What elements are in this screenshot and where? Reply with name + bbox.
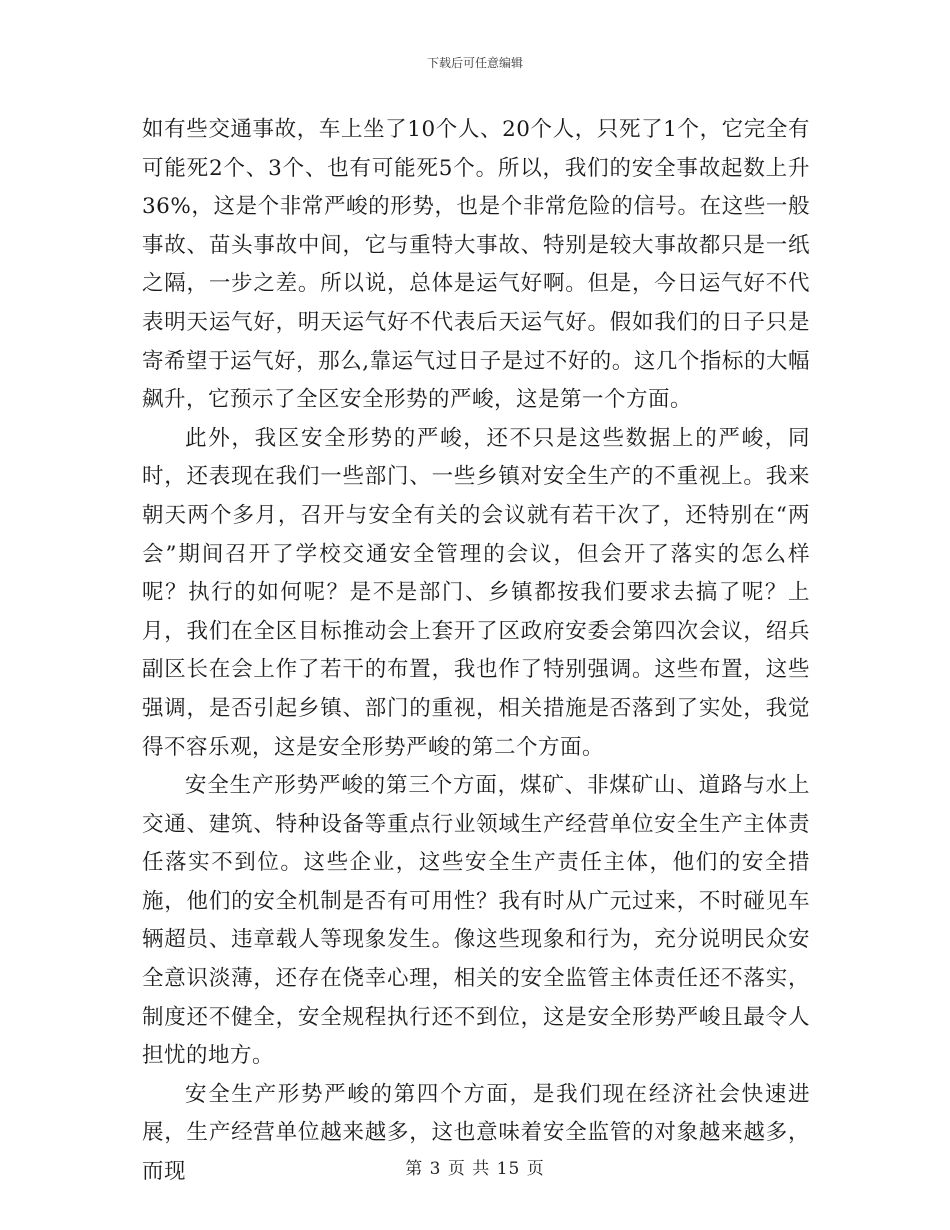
footer-label-page: 第 bbox=[405, 1159, 424, 1179]
document-body bbox=[142, 111, 810, 1192]
footer-current-page: 3 bbox=[429, 1159, 442, 1179]
page-footer bbox=[0, 1154, 950, 1179]
footer-label-page-unit: 页 bbox=[447, 1159, 466, 1179]
footer-total-pages: 15 bbox=[496, 1159, 521, 1179]
paragraph-1: 如有些交通事故，车上坐了10个人、20个人，只死了1个，它完全有可能死2个、3个、也有可能死5个。所以，我们的安全事故起数上升36%，这是个非常严峻的形势，也是个非常危险的信号。在这些一般事故、苗头事故中间，它与重特大事故、特别是较大事故都只是一纸之隔，一步之差。所以说，总体是运气好啊。但是，今日运气好不代表明天运气好，明天运气好不代表后天运气好。假如我们的日子只是寄希望于运气好，那么,靠运气过日子是过不好的。这几个指标的大幅飙升，它预示了全区安全形势的严峻，这是第一个方面。 bbox=[142, 117, 810, 413]
footer-label-total-unit: 页 bbox=[526, 1159, 545, 1179]
paragraph-4: 安全生产形势严峻的第四个方面，是我们现在经济社会快速进展，生产经营单位越来越多，这也意味着安全监管的对象越来越多，而现 bbox=[142, 1081, 810, 1185]
paragraph-3: 安全生产形势严峻的第三个方面，煤矿、非煤矿山、道路与水上交通、建筑、特种设备等重点行业领域生产经营单位安全生产主体责任落实不到位。这些企业，这些安全生产责任主体，他们的安全措施，他们的安全机制是否有可用性？我有时从广元过来，不时碰见车辆超员、违章载人等现象发生。像这些现象和行为，充分说明民众安全意识淡薄，还存在侥幸心理，相关的安全监管主体责任还不落实，制度还不健全，安全规程执行还不到位，这是安全形势严峻且最令人担忧的地方。 bbox=[142, 773, 810, 1069]
paragraph-2: 此外，我区安全形势的严峻，还不只是这些数据上的严峻，同时，还表现在我们一些部门、一些乡镇对安全生产的不重视上。我来朝天两个多月，召开与安全有关的会议就有若干次了，还特别在“两会”期间召开了学校交通安全管理的会议，但会开了落实的怎么样呢？执行的如何呢？是不是部门、乡镇都按我们要求去搞了呢？上月，我们在全区目标推动会上套开了区政府安委会第四次会议，绍兵副区长在会上作了若干的布置，我也作了特别强调。这些布置，这些强调，是否引起乡镇、部门的重视，相关措施是否落到了实处，我觉得不容乐观，这是安全形势严峻的第二个方面。 bbox=[142, 425, 810, 760]
page-header-note: 下载后可任意编辑 bbox=[426, 56, 523, 70]
footer-label-total: 共 bbox=[472, 1159, 491, 1179]
